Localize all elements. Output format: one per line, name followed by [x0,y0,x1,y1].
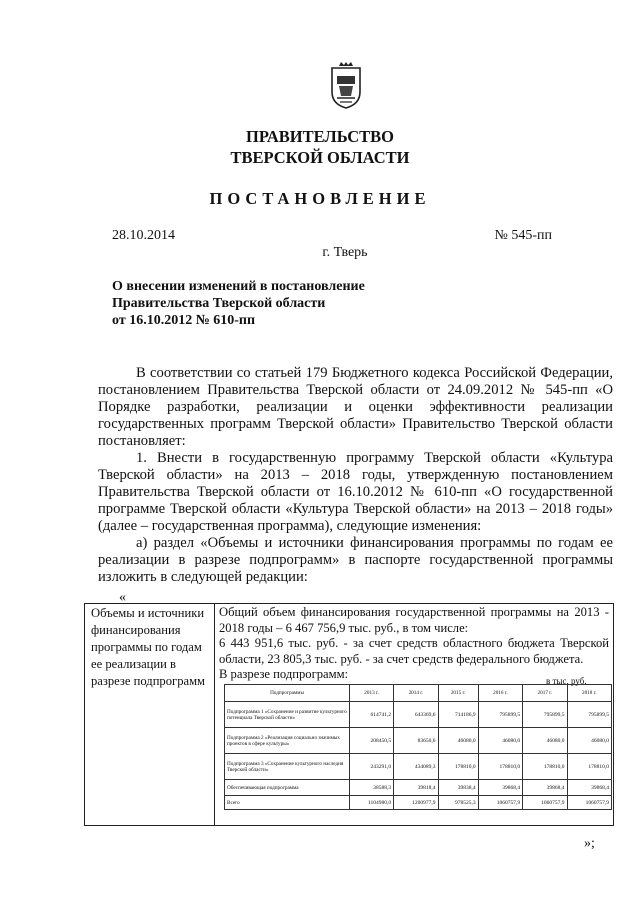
document-city: г. Тверь [322,245,368,260]
value-cell: 178810,0 [523,754,567,780]
financing-right-cell [219,605,609,683]
header-cell: 2014 г. [394,685,438,702]
row-label: Подпрограмма 1 «Сохранение и развитие культурного потенциала Тверской области» [225,702,350,728]
value-cell: 46080,0 [567,728,612,754]
value-cell: 1200977,9 [394,796,438,810]
table-row [225,702,612,728]
header-cell: 2016 г. [478,685,522,702]
header-cell: 2018 г. [567,685,612,702]
subprogram-header-row [225,685,612,702]
table-divider [214,604,215,825]
document-body [98,365,613,586]
subject-line2: Правительства Тверской области [112,296,326,311]
value-cell: 46080,0 [478,728,522,754]
row-label: Подпрограмма 2 «Реализация социально значимых проектов в сфере культуры» [225,728,350,754]
org-title-line1: ПРАВИТЕЛЬСТВО [246,127,394,146]
value-cell: 1060757,9 [567,796,612,810]
header-cell: 2017 г. [523,685,567,702]
value-cell: 178810,0 [478,754,522,780]
document-subject [112,278,365,329]
document-type: ПОСТАНОВЛЕНИЕ [209,189,431,208]
financing-total: Общий объем финансирования государственной программы на 2013 - 2018 годы – 6 467 756,9 тыс. руб., в том числе: [219,605,609,635]
value-cell: 714186,9 [438,702,478,728]
table-row [225,796,612,810]
document-date: 28.10.2014 [112,228,175,243]
quote-open: « [119,590,126,605]
value-cell: 643369,6 [394,702,438,728]
header-cell: 2013 г. [350,685,394,702]
body-paragraph-2: 1. Внести в государственную программу Тверской области «Культура Тверской области» на 2013 – 2018 годы, утвержденную постановлением Правительства Тверской области от 16.10.2012 № 610-пп «О государственной программе Тверской области «Культура Тверской области» на 2013 – 2018 годы» (далее – государственная программа), следующие изменения: [98,450,613,534]
subject-line1: О внесении изменений в постановление [112,279,365,294]
quote-close: »; [584,836,595,851]
value-cell: 1060757,9 [478,796,522,810]
body-paragraph-1: В соответствии со статьей 179 Бюджетного кодекса Российской Федерации, постановлением Правительства Тверской области от 24.09.2012 № 545-пп «О Порядке разработки, реализации и оценки эффективности реализации государственных программ Тверской области» Правительство Тверской области постановляет: [98,365,613,449]
financing-left-cell: Объемы и источники финансирования программы по годам ее реализации в разрезе подпрограмм [91,606,206,688]
value-cell: 39868,4 [523,780,567,796]
row-label: Обеспечивающая подпрограмма [225,780,350,796]
coat-of-arms-emblem [329,62,363,110]
header-cell: Подпрограммы [225,685,350,702]
header-cell: 2015 г. [438,685,478,702]
subject-line3: от 16.10.2012 № 610-пп [112,313,256,328]
value-cell: 978525,3 [438,796,478,810]
document-number: № 545-пп [494,228,552,243]
financing-subprograms-label: В разрезе подпрограмм: [219,667,349,681]
value-cell: 434089,3 [394,754,438,780]
value-cell: 208450,5 [350,728,394,754]
value-cell: 1104980,0 [350,796,394,810]
table-row [225,780,612,796]
value-cell: 243291,0 [350,754,394,780]
value-cell: 1060757,9 [523,796,567,810]
value-cell: 178810,0 [438,754,478,780]
value-cell: 614741,2 [350,702,394,728]
body-paragraph-3: а) раздел «Объемы и источники финансирования программы по годам ее реализации в разрезе подпрограмм» в паспорте государственной программы изложить в следующей редакции: [98,535,613,585]
unit-label: в тыс. руб. [546,676,587,686]
value-cell: 795899,5 [523,702,567,728]
value-cell: 38588,3 [350,780,394,796]
value-cell: 39868,4 [567,780,612,796]
financing-sources: 6 443 951,6 тыс. руб. - за счет средств областного бюджета Тверской области, 23 805,3 тыс. руб. - за счет средств федерального бюджета. [219,636,609,666]
value-cell: 795899,5 [567,702,612,728]
value-cell: 46080,0 [438,728,478,754]
value-cell: 39868,4 [478,780,522,796]
value-cell: 39838,4 [438,780,478,796]
row-label: Подпрограмма 3 «Сохранение культурного наследия Тверской области» [225,754,350,780]
org-title-line2: ТВЕРСКОЙ ОБЛАСТИ [230,148,410,167]
table-row [225,754,612,780]
value-cell: 795899,5 [478,702,522,728]
value-cell: 46080,0 [523,728,567,754]
value-cell: 83650,6 [394,728,438,754]
value-cell: 39818,4 [394,780,438,796]
row-label: Всего [225,796,350,810]
value-cell: 178810,0 [567,754,612,780]
subprogram-table [224,684,612,810]
table-row [225,728,612,754]
